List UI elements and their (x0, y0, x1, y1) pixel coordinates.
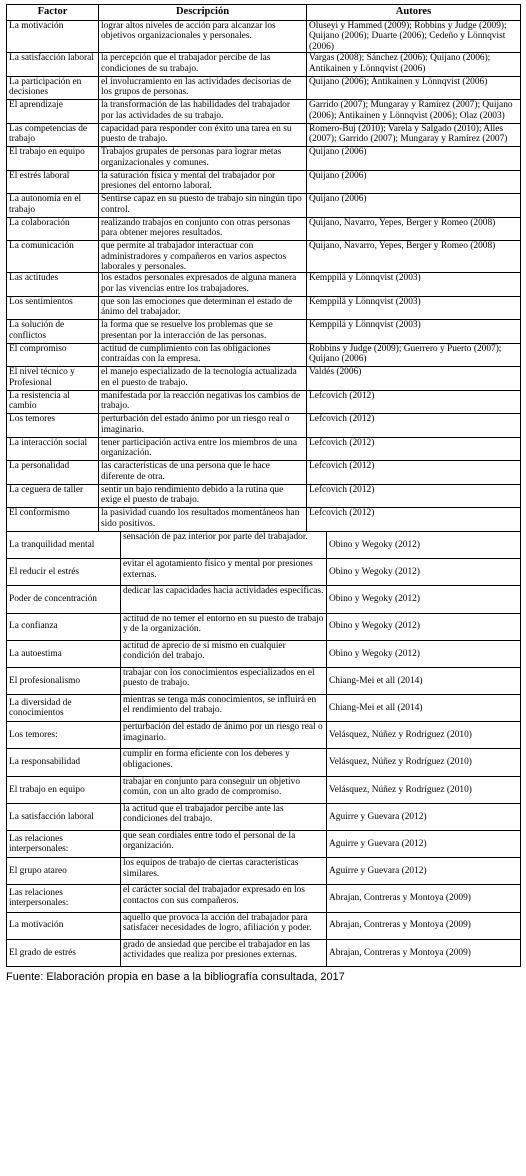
description-cell: lograr altos niveles de acción para alcanzar los objetivos organizacionales y personales. (99, 21, 307, 53)
factor-cell: Las actitudes (7, 273, 99, 297)
description-cell: el manejo especializado de la tecnología actualizada en el puesto de trabajo. (99, 367, 307, 391)
description-cell: grado de ansiedad que percibe el trabajador en las actividades que realiza por presiones externas. (121, 939, 327, 966)
factor-cell: La diversidad de conocimientos (7, 695, 121, 722)
description-cell: cumplir en forma eficiente con los deberes y obligaciones. (121, 749, 327, 776)
factor-cell: La ceguera de taller (7, 484, 99, 508)
table-row (7, 559, 521, 586)
table-row (7, 776, 521, 803)
description-cell: la actitud que el trabajador percibe ante las condiciones del trabajo. (121, 803, 327, 830)
table-row (7, 147, 521, 171)
authors-cell: Kemppilä y Lönnqvist (2003) (307, 273, 521, 297)
authors-cell: Obino y Wegoky (2012) (327, 586, 521, 613)
factor-cell: El conformismo (7, 508, 99, 532)
authors-cell: Aguirre y Guevara (2012) (327, 831, 521, 858)
factor-cell: El reducir el estrés (7, 559, 121, 586)
table-source-caption: Fuente: Elaboración propia en base a la bibliografía consultada, 2017 (6, 970, 345, 983)
authors-cell: Aguirre y Guevara (2012) (327, 803, 521, 830)
factor-cell: La satisfacción laboral (7, 53, 99, 77)
table-row (7, 343, 521, 367)
factor-cell: El trabajo en equipo (7, 776, 121, 803)
description-cell: perturbación del estado ánimo por un riesgo real o imaginario. (99, 414, 307, 438)
description-cell: actitud de cumplimiento con las obligaciones contraídas con la empresa. (99, 343, 307, 367)
header-description: Descripción (99, 5, 307, 21)
factor-cell: La comunicación (7, 241, 99, 273)
table-row (7, 667, 521, 694)
authors-cell: Lefcovich (2012) (307, 414, 521, 438)
description-cell: la pasividad cuando los resultados momentáneos han sido positivos. (99, 508, 307, 532)
table-row (7, 858, 521, 885)
authors-cell: Velásquez, Núñez y Rodríguez (2010) (327, 749, 521, 776)
factor-cell: Poder de concentración (7, 586, 121, 613)
factor-cell: La solución de conflictos (7, 320, 99, 344)
table-row (7, 390, 521, 414)
description-cell: trabajar en conjunto para conseguir un objetivo común, con un alto grado de compromiso. (121, 776, 327, 803)
description-cell: las características de una persona que le hace diferente de otra. (99, 461, 307, 485)
authors-cell: Romero-Buj (2010); Varela y Salgado (2010); Alles (2007); Garrido (2007); Mungaray y Ramírez (2007) (307, 123, 521, 147)
table-row (7, 217, 521, 241)
description-cell: trabajar con los conocimientos especializados en el puesto de trabajo. (121, 667, 327, 694)
table-row (7, 170, 521, 194)
factor-cell: La participación en decisiones (7, 76, 99, 100)
table-row (7, 194, 521, 218)
table-row (7, 939, 521, 966)
description-cell: realizando trabajos en conjunto con otras personas para obtener mejores resultados. (99, 217, 307, 241)
table-row (7, 320, 521, 344)
description-cell: tener participación activa entre los miembros de una organización. (99, 437, 307, 461)
table-row (7, 53, 521, 77)
factor-cell: Las relaciones interpersonales: (7, 831, 121, 858)
description-cell: manifestada por la reacción negativas los cambios de trabajo. (99, 390, 307, 414)
table-row (7, 241, 521, 273)
description-cell: sensación de paz interior por parte del trabajador. (121, 531, 327, 558)
factor-cell: La confianza (7, 613, 121, 640)
description-cell: que son las emociones que determinan el estado de ánimo del trabajador. (99, 296, 307, 320)
authors-cell: Lefcovich (2012) (307, 390, 521, 414)
description-cell: que sean cordiales entre todo el personal de la organización. (121, 831, 327, 858)
table-row (7, 273, 521, 297)
factor-cell: Las competencias de trabajo (7, 123, 99, 147)
factor-cell: La autoestima (7, 640, 121, 667)
authors-cell: Abrajan, Contreras y Montoya (2009) (327, 885, 521, 912)
factor-cell: La colaboración (7, 217, 99, 241)
authors-cell: Garrido (2007); Mungaray y Ramírez (2007); Quijano (2006); Antikainen y Lönnqvist (2006); Olaz (2003) (307, 100, 521, 124)
description-cell: actitud de aprecio de sí mismo en cualquier condición del trabajo. (121, 640, 327, 667)
authors-cell: Chiang-Mei et all (2014) (327, 695, 521, 722)
description-cell: actitud de no temer el entorno en su puesto de trabajo y de la organización. (121, 613, 327, 640)
table-row (7, 21, 521, 53)
factor-cell: El profesionalismo (7, 667, 121, 694)
table-row (7, 640, 521, 667)
factor-cell: El aprendizaje (7, 100, 99, 124)
table-row (7, 100, 521, 124)
table-row (7, 76, 521, 100)
table-row (7, 484, 521, 508)
factor-cell: La satisfacción laboral (7, 803, 121, 830)
table-row (7, 437, 521, 461)
description-cell: el carácter social del trabajador expresado en los contactos con sus compañeros. (121, 885, 327, 912)
factor-cell: El estrés laboral (7, 170, 99, 194)
table-row (7, 461, 521, 485)
factor-cell: El grupo atareo (7, 858, 121, 885)
table-row (7, 749, 521, 776)
table-row (7, 695, 521, 722)
authors-cell: Obino y Wegoky (2012) (327, 531, 521, 558)
description-cell: Sentirse capaz en su puesto de trabajo sin ningún tipo control. (99, 194, 307, 218)
description-cell: el involucramiento en las actividades decisorias de los grupos de personas. (99, 76, 307, 100)
description-cell: capacidad para responder con éxito una tarea en su puesto de trabajo. (99, 123, 307, 147)
table-header-row (7, 5, 521, 21)
authors-cell: Oluseyi y Hammed (2009); Robbins y Judge (2009); Quijano (2006); Duarte (2006); Cedeño y Lönnqvist (2006) (307, 21, 521, 53)
factor-cell: El grado de estrés (7, 939, 121, 966)
authors-cell: Abrajan, Contreras y Montoya (2009) (327, 912, 521, 939)
table-row (7, 885, 521, 912)
authors-cell: Lefcovich (2012) (307, 461, 521, 485)
table-row (7, 803, 521, 830)
header-factor: Factor (7, 5, 99, 21)
factor-cell: Las relaciones interpersonales: (7, 885, 121, 912)
authors-cell: Obino y Wegoky (2012) (327, 559, 521, 586)
description-cell: Trabajos grupales de personas para lograr metas organizacionales y comunes. (99, 147, 307, 171)
factor-cell: Los temores (7, 414, 99, 438)
authors-cell: Valdés (2006) (307, 367, 521, 391)
authors-cell: Quijano (2006) (307, 194, 521, 218)
factor-cell: El nivel técnico y Profesional (7, 367, 99, 391)
table-row (7, 414, 521, 438)
description-cell: sentir un bajo rendimiento debido a la rutina que exige el puesto de trabajo. (99, 484, 307, 508)
description-cell: aquello que provoca la acción del trabajador para satisfacer necesidades de logro, afiliación y poder. (121, 912, 327, 939)
factor-cell: La resistencia al cambio (7, 390, 99, 414)
description-cell: los equipos de trabajo de ciertas características similares. (121, 858, 327, 885)
description-cell: mientras se tenga más conocimientos, se influirá en el rendimiento del trabajo. (121, 695, 327, 722)
authors-cell: Velásquez, Núñez y Rodríguez (2010) (327, 722, 521, 749)
factor-cell: La tranquilidad mental (7, 531, 121, 558)
factor-cell: El trabajo en equipo (7, 147, 99, 171)
authors-cell: Velásquez, Núñez y Rodríguez (2010) (327, 776, 521, 803)
table-row (7, 586, 521, 613)
authors-cell: Robbins y Judge (2009); Guerrero y Puerto (2007); Quijano (2006) (307, 343, 521, 367)
table-row (7, 367, 521, 391)
factor-cell: La personalidad (7, 461, 99, 485)
description-cell: los estados personales expresados de alguna manera por las vivencias entre los trabajadores. (99, 273, 307, 297)
factor-cell: Los temores: (7, 722, 121, 749)
description-cell: evitar el agotamiento físico y mental por presiones externas. (121, 559, 327, 586)
table-row (7, 123, 521, 147)
table-row (7, 912, 521, 939)
authors-cell: Obino y Wegoky (2012) (327, 613, 521, 640)
factor-cell: La responsabilidad (7, 749, 121, 776)
description-cell: la percepción que el trabajador percibe de las condiciones de su trabajo. (99, 53, 307, 77)
authors-cell: Obino y Wegoky (2012) (327, 640, 521, 667)
description-cell: dedicar las capacidades hacia actividades específicas. (121, 586, 327, 613)
authors-cell: Chiang-Mei et all (2014) (327, 667, 521, 694)
authors-cell: Quijano (2006) (307, 147, 521, 171)
factor-cell: La motivación (7, 912, 121, 939)
authors-cell: Kemppilä y Lönnqvist (2003) (307, 296, 521, 320)
factor-cell: El compromiso (7, 343, 99, 367)
authors-cell: Quijano, Navarro, Yepes, Berger y Romeo (2008) (307, 241, 521, 273)
description-cell: que permite al trabajador interactuar con administradores y compañeros en varios aspectos laborales y personales. (99, 241, 307, 273)
factors-table-continued (6, 531, 521, 967)
factors-table (6, 4, 521, 532)
header-authors: Autores (307, 5, 521, 21)
description-cell: perturbación del estado de ánimo por un riesgo real o imaginario. (121, 722, 327, 749)
table-row (7, 722, 521, 749)
authors-cell: Quijano (2006); Antikainen y Lönnqvist (2006) (307, 76, 521, 100)
authors-cell: Lefcovich (2012) (307, 508, 521, 532)
authors-cell: Vargas (2008); Sánchez (2006); Quijano (2006); Antikainen y Lönnqvist (2006) (307, 53, 521, 77)
authors-cell: Abrajan, Contreras y Montoya (2009) (327, 939, 521, 966)
table-row (7, 531, 521, 558)
table-row (7, 831, 521, 858)
factor-cell: La autonomía en el trabajo (7, 194, 99, 218)
document-page (6, 4, 520, 983)
authors-cell: Kemppilä y Lönnqvist (2003) (307, 320, 521, 344)
factor-cell: Los sentimientos (7, 296, 99, 320)
table-row (7, 613, 521, 640)
description-cell: la saturación física y mental del trabajador por presiones del entorno laboral. (99, 170, 307, 194)
table-row (7, 508, 521, 532)
authors-cell: Lefcovich (2012) (307, 437, 521, 461)
factor-cell: La motivación (7, 21, 99, 53)
authors-cell: Aguirre y Guevara (2012) (327, 858, 521, 885)
factor-cell: La interacción social (7, 437, 99, 461)
authors-cell: Quijano, Navarro, Yepes, Berger y Romeo (2008) (307, 217, 521, 241)
authors-cell: Lefcovich (2012) (307, 484, 521, 508)
description-cell: la transformación de las habilidades del trabajador por las actividades de su trabajo. (99, 100, 307, 124)
table-row (7, 296, 521, 320)
description-cell: la forma que se resuelve los problemas que se presentan por la interacción de las personas. (99, 320, 307, 344)
authors-cell: Quijano (2006) (307, 170, 521, 194)
